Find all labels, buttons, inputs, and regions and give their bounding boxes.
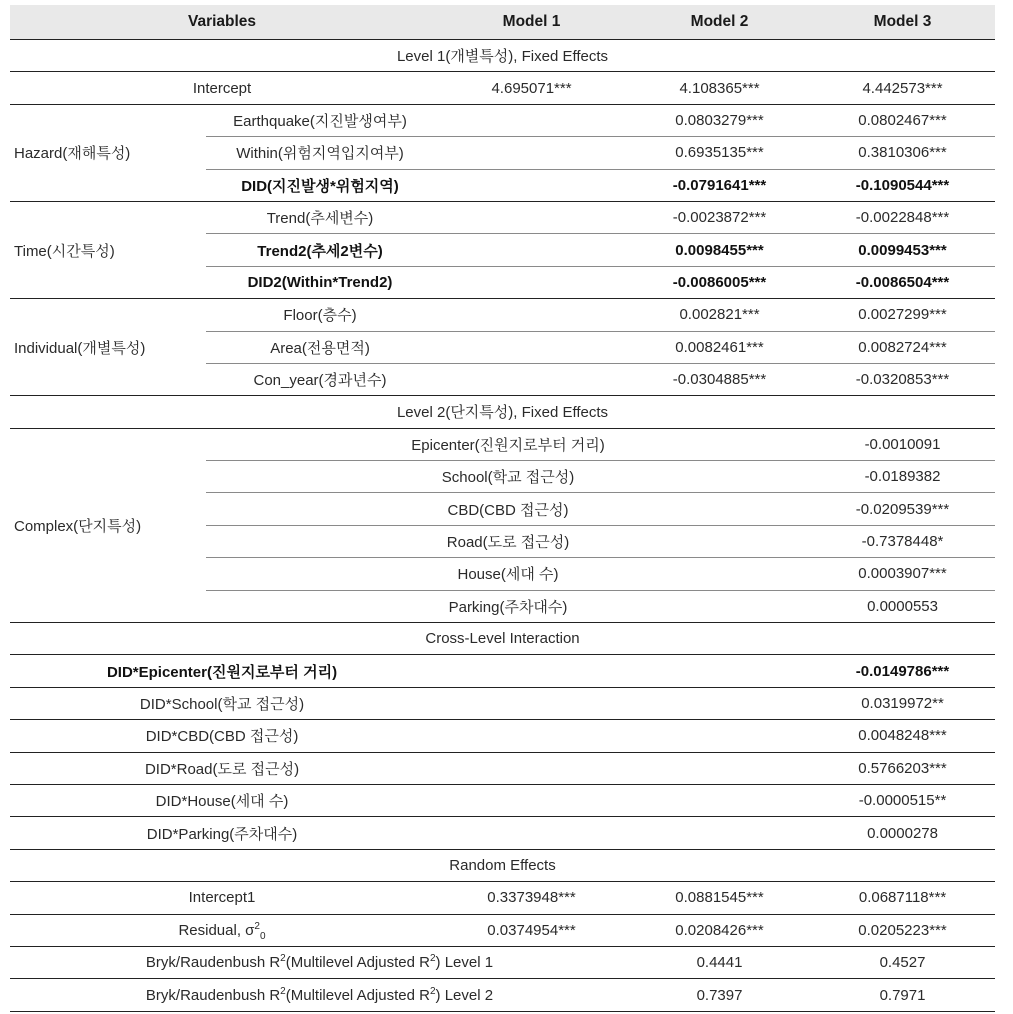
row-label: Con_year(경과년수) [206, 363, 434, 395]
cell-model-2: -0.0023872*** [629, 201, 810, 233]
superscript: 2 [280, 985, 286, 997]
table-row-intercept1 [10, 882, 995, 914]
cell-model-2: 4.108365*** [629, 72, 810, 104]
group-label-complex: Complex(단지특성) [10, 428, 206, 622]
cell-model-3: 0.0319972** [810, 687, 995, 719]
header-variables: Variables [10, 5, 434, 40]
cell-model-2: -0.0086005*** [629, 266, 810, 298]
table-row [10, 655, 995, 687]
table-row [10, 201, 995, 233]
row-label: Intercept1 [10, 882, 434, 914]
residual-label: Residual, σ [178, 921, 255, 939]
row-label: School(학교 접근성) [206, 461, 810, 493]
row-label-r2 [10, 946, 629, 978]
superscript: 2 [429, 985, 436, 997]
cell-model-1: 4.695071*** [434, 72, 629, 104]
cell-model-2: 0.002821*** [629, 299, 810, 331]
row-label: House(세대 수) [206, 558, 810, 590]
cell-model-1 [434, 169, 629, 201]
row-label: Floor(층수) [206, 299, 434, 331]
r2-text: ) Level 2 [435, 986, 494, 1004]
superscript: 2 [254, 920, 260, 932]
row-label: Area(전용면적) [206, 331, 434, 363]
cell-model-3: -0.0209539*** [810, 493, 995, 525]
row-label: Within(위험지역입지여부) [206, 137, 434, 169]
cell-model-3: 0.0687118*** [810, 882, 995, 914]
cell-model-1 [434, 266, 629, 298]
cell-model-3: -0.0000515** [810, 784, 995, 816]
regression-table-container [10, 5, 995, 1012]
table-row [10, 720, 995, 752]
r2-text: (Multilevel Adjusted R [285, 954, 430, 972]
row-label: Epicenter(진원지로부터 거리) [206, 428, 810, 460]
cell-model-3: -0.0320853*** [810, 363, 995, 395]
cell-model-3: 0.4527 [810, 946, 995, 978]
regression-results-table [10, 5, 995, 1012]
table-row [10, 104, 995, 136]
cell-model-1: 0.0374954*** [434, 914, 629, 946]
cell-model-2: 0.0208426*** [629, 914, 810, 946]
cell-model-2: -0.0304885*** [629, 363, 810, 395]
section-row-level2 [10, 396, 995, 428]
cell-model-3: 0.0082724*** [810, 331, 995, 363]
row-label: DID*Epicenter(진원지로부터 거리) [10, 655, 434, 687]
cell-model-2: 0.4441 [629, 946, 810, 978]
section-title: Cross-Level Interaction [10, 623, 995, 655]
cell-model-3: -0.0010091 [810, 428, 995, 460]
row-label-r2 [10, 979, 629, 1011]
cell-model-3: 0.3810306*** [810, 137, 995, 169]
row-label: DID*House(세대 수) [10, 784, 434, 816]
table-row [10, 687, 995, 719]
row-label-residual [10, 914, 434, 946]
cell-model-1: 0.3373948*** [434, 882, 629, 914]
cell-model-2: 0.6935135*** [629, 137, 810, 169]
cell-model-2: 0.7397 [629, 979, 810, 1011]
row-label: DID*Parking(주차대수) [10, 817, 434, 849]
cell-model-3: 0.0205223*** [810, 914, 995, 946]
cell-model-1 [434, 299, 629, 331]
header-model-1: Model 1 [434, 5, 629, 40]
section-row-random [10, 849, 995, 881]
cell-model-1 [434, 104, 629, 136]
cell-model-1 [434, 234, 629, 266]
table-row-r2-level1 [10, 946, 995, 978]
cell-model-1 [434, 363, 629, 395]
cell-model-3: 0.0802467*** [810, 104, 995, 136]
cell-model-1 [434, 201, 629, 233]
cell-model-3: -0.0086504*** [810, 266, 995, 298]
cell-model-3: -0.0149786*** [810, 655, 995, 687]
header-model-3: Model 3 [810, 5, 995, 40]
section-title: Level 1(개별특성), Fixed Effects [10, 40, 995, 72]
row-label: DID*School(학교 접근성) [10, 687, 434, 719]
table-row [10, 299, 995, 331]
row-label: Parking(주차대수) [206, 590, 810, 622]
row-label: DID*CBD(CBD 접근성) [10, 720, 434, 752]
cell-model-3: -0.0189382 [810, 461, 995, 493]
cell-model-3: 0.0000553 [810, 590, 995, 622]
cell-model-1 [434, 331, 629, 363]
cell-model-2: -0.0791641*** [629, 169, 810, 201]
header-row [10, 5, 995, 40]
cell-model-3: 0.0048248*** [810, 720, 995, 752]
cell-model-2: 0.0881545*** [629, 882, 810, 914]
header-model-2: Model 2 [629, 5, 810, 40]
row-label: Intercept [10, 72, 434, 104]
group-label-individual: Individual(개별특성) [10, 299, 206, 396]
cell-model-3: 0.0099453*** [810, 234, 995, 266]
superscript: 2 [280, 953, 286, 965]
row-label: CBD(CBD 접근성) [206, 493, 810, 525]
cell-model-3: 0.0003907*** [810, 558, 995, 590]
cell-model-3: 0.0000278 [810, 817, 995, 849]
r2-text: Bryk/Raudenbush R [145, 954, 281, 972]
cell-model-3: -0.7378448* [810, 525, 995, 557]
row-label: DID2(Within*Trend2) [206, 266, 434, 298]
cell-model-2: 0.0082461*** [629, 331, 810, 363]
group-label-hazard: Hazard(재해특성) [10, 104, 206, 201]
table-row [10, 428, 995, 460]
table-row [10, 752, 995, 784]
table-row-intercept [10, 72, 995, 104]
cell-model-3: 4.442573*** [810, 72, 995, 104]
r2-text: (Multilevel Adjusted R [285, 986, 430, 1004]
row-label: Trend(추세변수) [206, 201, 434, 233]
r2-text: Bryk/Raudenbush R [145, 986, 281, 1004]
table-row-residual [10, 914, 995, 946]
cell-model-2: 0.0098455*** [629, 234, 810, 266]
cell-model-3: -0.0022848*** [810, 201, 995, 233]
section-title: Random Effects [10, 849, 995, 881]
superscript: 2 [429, 953, 436, 965]
cell-model-2: 0.0803279*** [629, 104, 810, 136]
cell-model-3: 0.0027299*** [810, 299, 995, 331]
group-label-time: Time(시간특성) [10, 201, 206, 298]
table-row [10, 784, 995, 816]
cell-model-3: -0.1090544*** [810, 169, 995, 201]
section-title: Level 2(단지특성), Fixed Effects [10, 396, 995, 428]
cell-model-3: 0.5766203*** [810, 752, 995, 784]
cell-model-3: 0.7971 [810, 979, 995, 1011]
row-label: DID(지진발생*위험지역) [206, 169, 434, 201]
row-label: Earthquake(지진발생여부) [206, 104, 434, 136]
table-row-r2-level2 [10, 979, 995, 1011]
row-label: Trend2(추세2변수) [206, 234, 434, 266]
cell-model-1 [434, 137, 629, 169]
row-label: Road(도로 접근성) [206, 525, 810, 557]
r2-text: ) Level 1 [435, 954, 494, 972]
section-row-cross [10, 623, 995, 655]
table-row [10, 817, 995, 849]
section-row-level1 [10, 40, 995, 72]
subscript: 0 [259, 930, 266, 942]
row-label: DID*Road(도로 접근성) [10, 752, 434, 784]
